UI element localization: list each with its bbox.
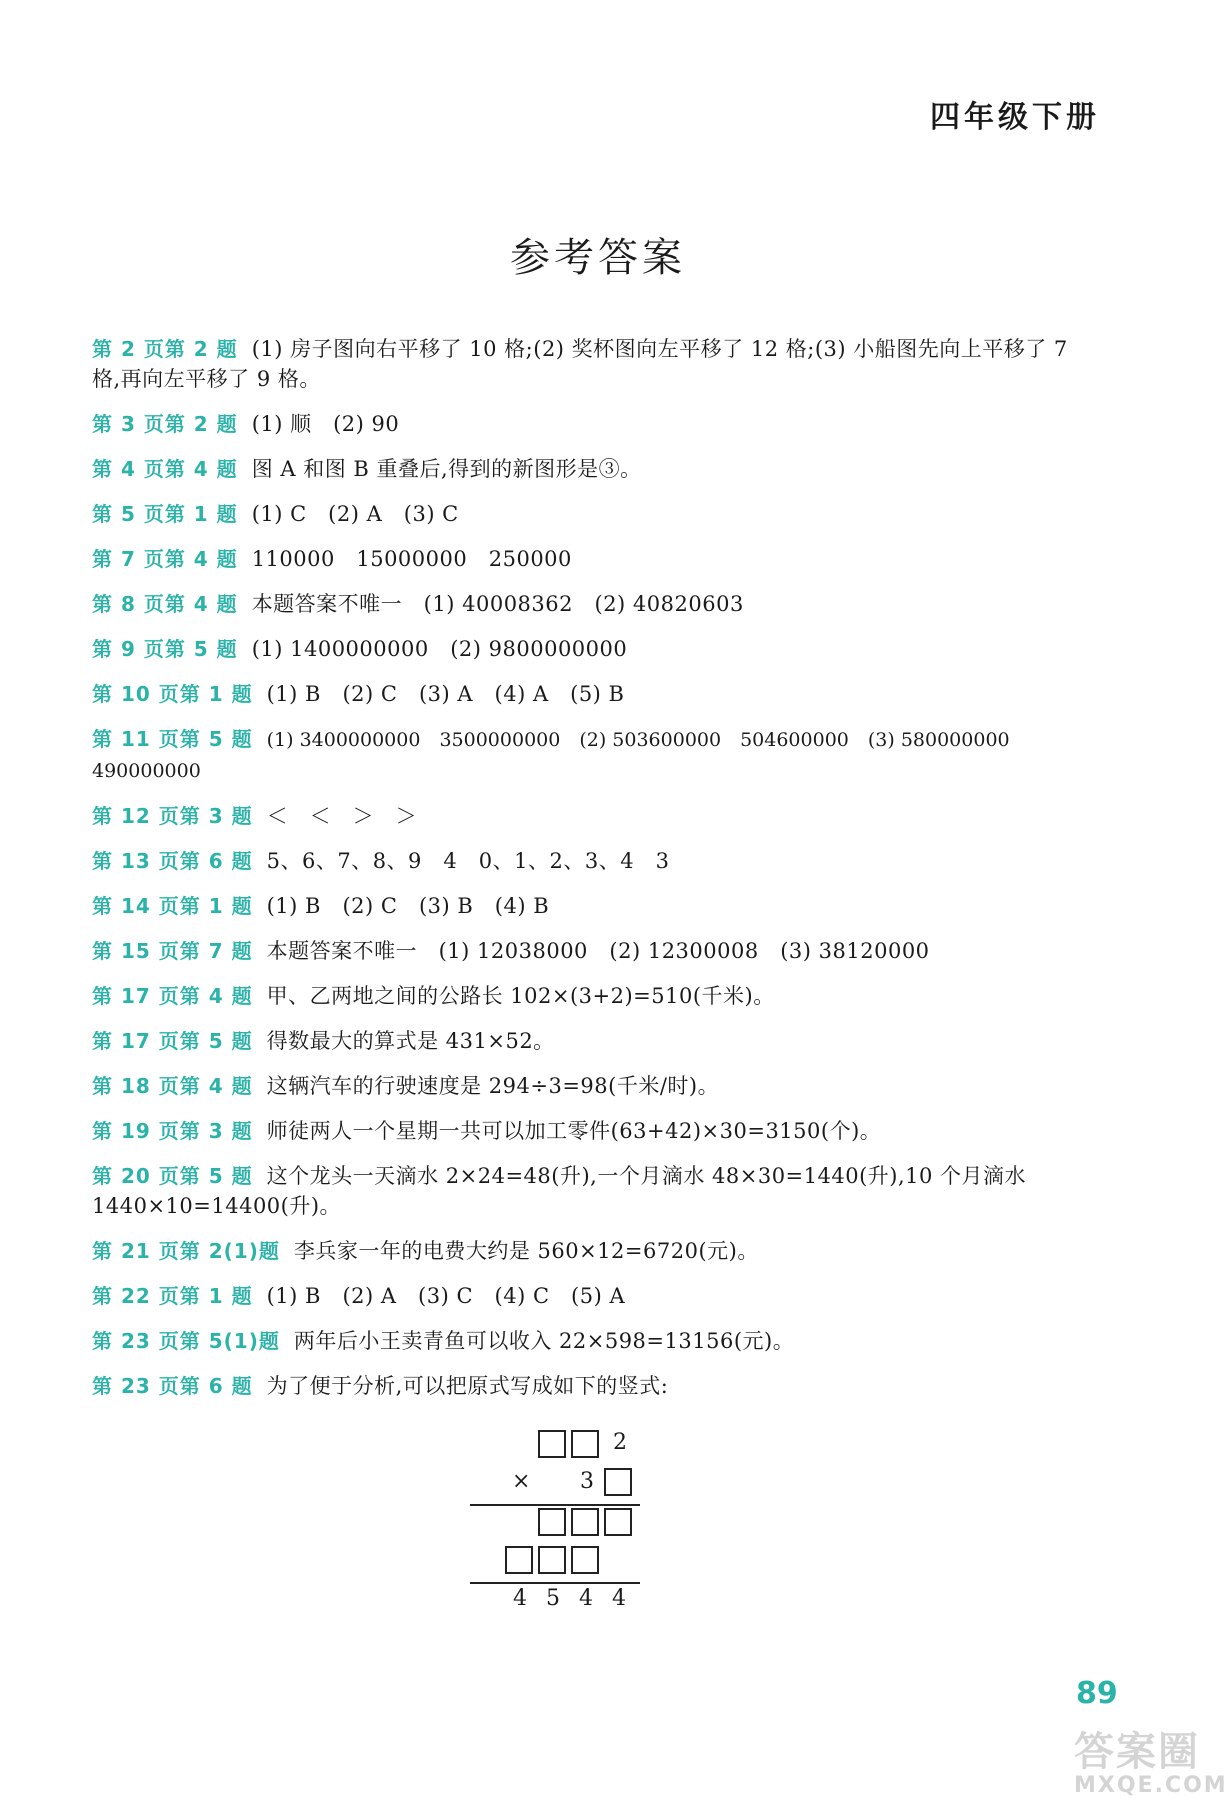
question-ref: 第 12 页第 3 题 xyxy=(92,804,253,828)
question-ref: 第 11 页第 5 题 xyxy=(92,727,253,751)
answer-item xyxy=(92,409,1102,439)
question-ref: 第 13 页第 6 题 xyxy=(92,849,253,873)
answer-text: (1) 房子图向右平移了 10 格;(2) 奖杯图向左平移了 12 格;(3) 小船图先向上平移了 7 格,再向左平移了 9 格。 xyxy=(92,337,1068,391)
page-title: 参考答案 xyxy=(510,235,686,281)
blank-box xyxy=(571,1508,599,1536)
answer-text: (1) B (2) C (3) B (4) B xyxy=(266,894,550,918)
answer-list xyxy=(92,334,1102,1416)
question-ref: 第 5 页第 1 题 xyxy=(92,502,238,526)
result-digit: 4 xyxy=(579,1586,593,1611)
question-ref: 第 7 页第 4 题 xyxy=(92,547,238,571)
watermark-url: MXQE.COM xyxy=(1074,1773,1228,1798)
answer-item xyxy=(92,589,1102,619)
blank-box xyxy=(505,1546,533,1574)
answer-item xyxy=(92,1026,1102,1056)
answer-text: (1) B (2) A (3) C (4) C (5) A xyxy=(266,1284,626,1308)
question-ref: 第 3 页第 2 题 xyxy=(92,412,238,436)
answer-item xyxy=(92,334,1102,394)
question-ref: 第 23 页第 6 题 xyxy=(92,1374,253,1398)
blank-box xyxy=(604,1508,632,1536)
answer-text: (1) 3400000000 3500000000 (2) 503600000 504600000 (3) 580000000 490000000 xyxy=(92,729,1029,782)
answer-text: 甲、乙两地之间的公路长 102×(3+2)=510(千米)。 xyxy=(266,984,775,1008)
blank-box xyxy=(571,1546,599,1574)
question-ref: 第 14 页第 1 题 xyxy=(92,894,253,918)
answer-item xyxy=(92,1071,1102,1101)
answer-item xyxy=(92,801,1102,831)
answer-item xyxy=(92,679,1102,709)
answer-text: 得数最大的算式是 431×52。 xyxy=(266,1029,555,1053)
vertical-multiplication xyxy=(470,1430,640,1610)
question-ref: 第 4 页第 4 题 xyxy=(92,457,238,481)
question-ref: 第 21 页第 2(1)题 xyxy=(92,1239,280,1263)
answer-text: ＜ ＜ ＞ ＞ xyxy=(266,804,418,828)
answer-item xyxy=(92,891,1102,921)
question-ref: 第 9 页第 5 题 xyxy=(92,637,238,661)
answer-text: 这辆汽车的行驶速度是 294÷3=98(千米/时)。 xyxy=(266,1074,720,1098)
question-ref: 第 8 页第 4 题 xyxy=(92,592,238,616)
multiplicand-digit: 2 xyxy=(613,1430,627,1455)
answer-item xyxy=(92,724,1102,786)
answer-item xyxy=(92,981,1102,1011)
question-ref: 第 10 页第 1 题 xyxy=(92,682,253,706)
question-ref: 第 17 页第 5 题 xyxy=(92,1029,253,1053)
blank-box xyxy=(538,1508,566,1536)
answer-item xyxy=(92,1281,1102,1311)
answer-item xyxy=(92,499,1102,529)
question-ref: 第 20 页第 5 题 xyxy=(92,1164,253,1188)
blank-box xyxy=(604,1468,632,1496)
question-ref: 第 19 页第 3 题 xyxy=(92,1119,253,1143)
divider-line xyxy=(470,1582,640,1584)
answer-text: (1) 顺 (2) 90 xyxy=(251,412,400,436)
answer-item xyxy=(92,454,1102,484)
times-sign: × xyxy=(512,1469,531,1494)
question-ref: 第 17 页第 4 题 xyxy=(92,984,253,1008)
blank-box xyxy=(538,1546,566,1574)
answer-item xyxy=(92,1236,1102,1266)
question-ref: 第 18 页第 4 题 xyxy=(92,1074,253,1098)
answer-item xyxy=(92,634,1102,664)
answer-text: 这个龙头一天滴水 2×24=48(升),一个月滴水 48×30=1440(升),10 个月滴水 1440×10=14400(升)。 xyxy=(92,1164,1027,1218)
answer-text: 为了便于分析,可以把原式写成如下的竖式: xyxy=(266,1374,669,1398)
answer-text: 两年后小王卖青鱼可以收入 22×598=13156(元)。 xyxy=(293,1329,795,1353)
question-ref: 第 23 页第 5(1)题 xyxy=(92,1329,280,1353)
answer-text: (1) 1400000000 (2) 9800000000 xyxy=(251,637,628,661)
watermark-logo-text: 答案圈 xyxy=(1074,1729,1200,1775)
question-ref: 第 22 页第 1 题 xyxy=(92,1284,253,1308)
answer-text: (1) B (2) C (3) A (4) A (5) B xyxy=(266,682,625,706)
answer-item xyxy=(92,1116,1102,1146)
watermark xyxy=(1074,1720,1228,1798)
answer-text: 5、6、7、8、9 4 0、1、2、3、4 3 xyxy=(266,849,670,873)
multiplier-digit: 3 xyxy=(580,1469,594,1494)
answer-item xyxy=(92,1161,1102,1221)
answer-text: 110000 15000000 250000 xyxy=(251,547,572,571)
answer-text: 李兵家一年的电费大约是 560×12=6720(元)。 xyxy=(293,1239,759,1263)
page-number: 89 xyxy=(1076,1676,1118,1711)
grade-label: 四年级下册 xyxy=(930,100,1100,135)
result-digit: 4 xyxy=(513,1586,527,1611)
answer-text: 图 A 和图 B 重叠后,得到的新图形是③。 xyxy=(251,457,642,481)
result-digit: 4 xyxy=(612,1586,626,1611)
answer-item xyxy=(92,544,1102,574)
answer-text: (1) C (2) A (3) C xyxy=(251,502,459,526)
answer-item xyxy=(92,1326,1102,1356)
answer-text: 本题答案不唯一 (1) 12038000 (2) 12300008 (3) 38120000 xyxy=(266,939,930,963)
question-ref: 第 2 页第 2 题 xyxy=(92,337,238,361)
result-digit: 5 xyxy=(546,1586,560,1611)
question-ref: 第 15 页第 7 题 xyxy=(92,939,253,963)
blank-box xyxy=(571,1430,599,1458)
blank-box xyxy=(538,1430,566,1458)
answer-text: 本题答案不唯一 (1) 40008362 (2) 40820603 xyxy=(251,592,744,616)
answer-item xyxy=(92,936,1102,966)
divider-line xyxy=(470,1504,640,1506)
answer-item xyxy=(92,846,1102,876)
answer-item xyxy=(92,1371,1102,1401)
answer-text: 师徒两人一个星期一共可以加工零件(63+42)×30=3150(个)。 xyxy=(266,1119,882,1143)
